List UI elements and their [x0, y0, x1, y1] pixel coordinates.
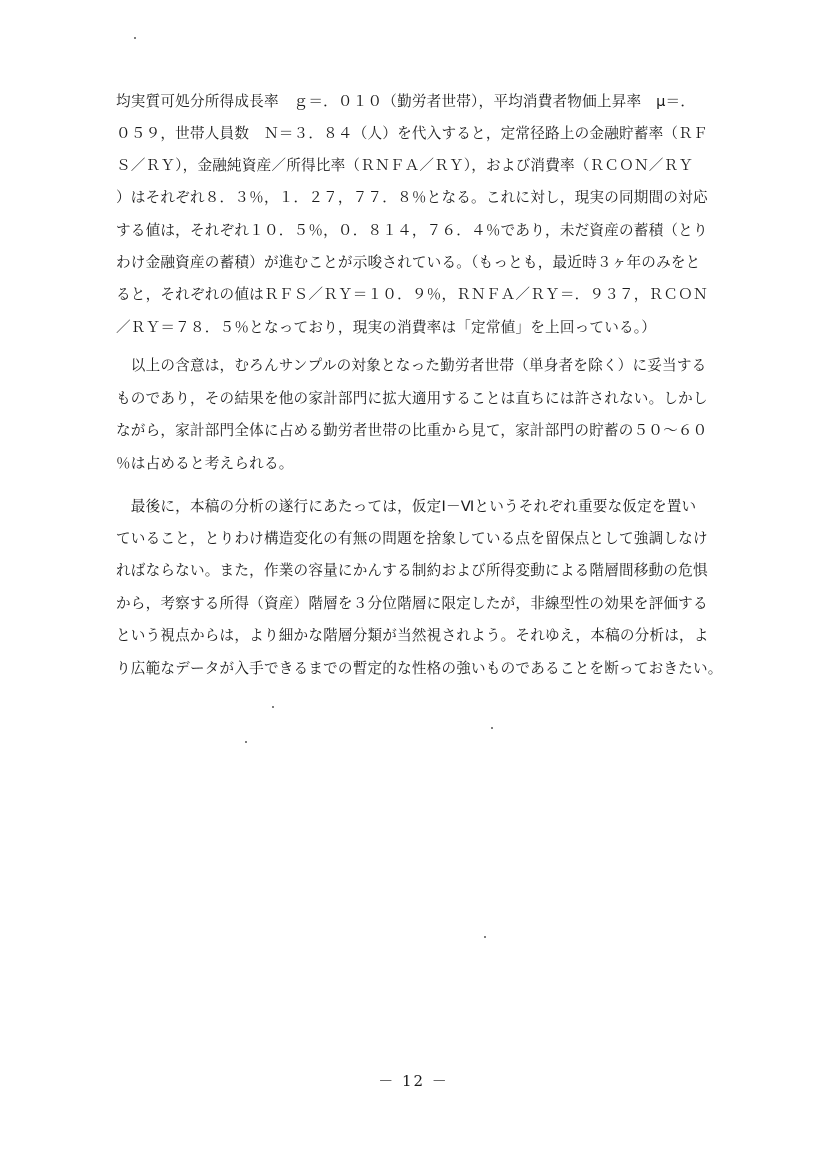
scan-speck — [134, 37, 136, 39]
text-line: ／ＲＹ＝７８．５％となっており，現実の消費率は「定常値」を上回っている。） — [116, 319, 657, 336]
text-line: 均実質可処分所得成長率 ｇ＝．０１０（勤労者世帯），平均消費者物価上昇率 μ＝． — [116, 93, 696, 110]
text-line: する値は，それぞれ１０．５％，０．８１４，７６．４％であり，未だ資産の蓄積（とり — [116, 222, 708, 239]
text-line: ればならない。また，作業の容量にかんする制約および所得変動による階層間移動の危惧 — [116, 562, 708, 579]
text-line: Ｓ／ＲＹ），金融純資産／所得比率（ＲＮＦＡ／ＲＹ），および消費率（ＲＣＯＮ／ＲＹ — [116, 157, 694, 174]
text-line: ）はそれぞれ８．３％，１．２７，７７．８％となる。これに対し，現実の同期間の対応 — [116, 189, 708, 206]
scan-speck — [484, 936, 486, 938]
text-line: ながら，家計部門全体に占める勤労者世帯の比重から見て，家計部門の貯蓄の５０～６０ — [116, 422, 708, 439]
scan-speck — [272, 706, 274, 708]
text-line: 最後に，本稿の分析の遂行にあたっては，仮定Ⅰ－Ⅵというそれぞれ重要な仮定を置い — [116, 498, 697, 515]
scan-speck — [491, 727, 493, 729]
text-line: から，考察する所得（資産）階層を３分位階層に限定したが，非線型性の効果を評価する — [116, 595, 708, 612]
scan-speck — [245, 741, 247, 743]
page-number: － 12 － — [378, 1072, 449, 1090]
text-line: ０５９，世帯人員数 Ｎ＝３．８４（人）を代入すると，定常径路上の金融貯蓄率（ＲＦ — [116, 125, 708, 142]
text-line: 以上の含意は，むろんサンプルの対象となった勤労者世帯（単身者を除く）に妥当する — [116, 357, 707, 374]
text-line: ものであり，その結果を他の家計部門に拡大適用することは直ちには許されない。しかし — [116, 390, 708, 407]
text-line: ％は占めると考えられる。 — [116, 455, 294, 472]
text-line: ると，それぞれの値はＲＦＳ／ＲＹ＝１０．９％，ＲＮＦＡ／ＲＹ＝．９３７，ＲＣＯＮ — [116, 286, 708, 303]
text-line: わけ金融資産の蓄積）が進むことが示唆されている。（もっとも，最近時３ヶ年のみをと — [116, 254, 701, 271]
text-line: り広範なデータが入手できるまでの暫定的な性格の強いものであることを断っておきたい。 — [116, 660, 723, 677]
text-line: という視点からは，より細かな階層分類が当然視されよう。それゆえ，本稿の分析は，よ — [116, 627, 709, 644]
text-line: ていること，とりわけ構造変化の有無の問題を捨象している点を留保点として強調しなけ — [116, 530, 708, 547]
